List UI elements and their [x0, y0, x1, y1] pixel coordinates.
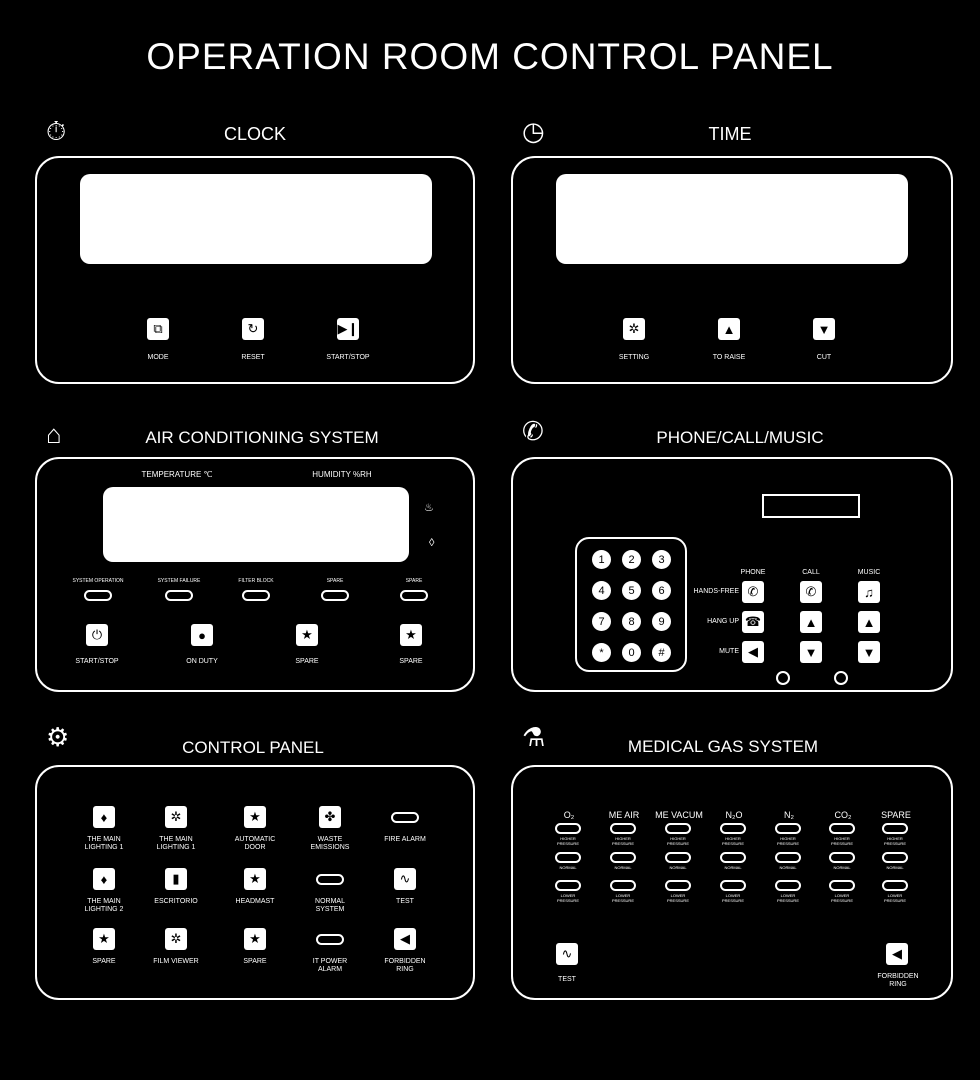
- time-title: TIME: [708, 124, 752, 144]
- stopwatch-icon: ⏱: [46, 116, 67, 146]
- phone-row-label: HANG UP: [707, 618, 739, 625]
- gas-indicator-light: [829, 880, 855, 891]
- control-button-label: SPARE: [243, 958, 267, 965]
- music-button[interactable]: [858, 581, 880, 603]
- gas-indicator-light: [720, 880, 746, 891]
- down-icon: ▼: [862, 644, 876, 660]
- clock-button-label: START/STOP: [326, 354, 370, 361]
- star-icon: ★: [249, 809, 261, 824]
- gas-indicator-label: HIGHER PRESSURE: [611, 836, 634, 846]
- control-button-12[interactable]: [244, 928, 266, 950]
- ac-display: [103, 487, 409, 562]
- mode-icon: ⧉: [153, 321, 163, 336]
- keypad: [575, 537, 687, 672]
- gas-indicator-light: [610, 880, 636, 891]
- speaker-hole: [776, 671, 790, 685]
- up-icon: ▲: [862, 614, 876, 630]
- up-button[interactable]: [858, 611, 880, 633]
- home-icon: ⌂: [46, 419, 62, 449]
- ac-indicator-label: SPARE: [405, 578, 423, 584]
- humidity-icon: ♨: [424, 502, 434, 514]
- bulb-icon: ♦: [100, 871, 108, 887]
- gas-indicator-label: NORMAL: [669, 865, 687, 870]
- down-button[interactable]: [858, 641, 880, 663]
- control-button-label: THE MAIN LIGHTING 2: [84, 898, 124, 913]
- time-button-2[interactable]: [813, 318, 835, 340]
- ac-panel: [35, 457, 475, 692]
- control-button-label: THE MAIN LIGHTING 1: [156, 836, 196, 851]
- gas-indicator-light: [775, 823, 801, 834]
- control-button-14[interactable]: [394, 928, 416, 950]
- gas-indicator-light: [665, 880, 691, 891]
- keypad-key[interactable]: 8: [622, 612, 641, 631]
- ac-button-3[interactable]: [400, 624, 422, 646]
- gas-indicator-light: [665, 823, 691, 834]
- time-button-label: SETTING: [618, 354, 650, 361]
- handsfree-phone-icon: ✆: [747, 584, 759, 599]
- control-button-label: TEST: [396, 898, 414, 905]
- time-button-label: TO RAISE: [712, 354, 746, 361]
- control-button-2[interactable]: [244, 806, 266, 828]
- clock-button-0[interactable]: [147, 318, 169, 340]
- gas-indicator-light: [555, 880, 581, 891]
- control-button-5[interactable]: [93, 868, 115, 890]
- gas-indicator-light: [720, 852, 746, 863]
- keypad-key[interactable]: 0: [622, 643, 641, 662]
- power-icon: ⏻: [91, 627, 103, 642]
- clock-panel: [35, 156, 475, 384]
- keypad-key[interactable]: 9: [652, 612, 671, 631]
- phone-column-header: PHONE: [740, 569, 766, 576]
- mute-button[interactable]: [742, 641, 764, 663]
- star-icon: ★: [405, 627, 417, 642]
- control-button-label: HEADMAST: [235, 898, 275, 905]
- phone-panel: [511, 457, 953, 692]
- clock-button-2[interactable]: [337, 318, 359, 340]
- control-button-10[interactable]: [93, 928, 115, 950]
- star-icon: ★: [249, 871, 261, 886]
- gas-indicator-light: [665, 852, 691, 863]
- control-indicator-light: [316, 934, 344, 945]
- play-pause-icon: ▶❙: [337, 321, 359, 336]
- gas-indicator-label: HIGHER PRESSURE: [830, 836, 853, 846]
- control-indicator-label: IT POWER ALARM: [312, 958, 348, 973]
- sun-icon: ✲: [170, 809, 182, 824]
- gas-indicator-label: LOWER PRESSURE: [666, 893, 689, 903]
- gas-indicator-label: HIGHER PRESSURE: [883, 836, 906, 846]
- ac-indicator-label: SYSTEM OPERATION: [72, 578, 124, 584]
- clock-title: CLOCK: [223, 124, 286, 144]
- reset-icon: ↻: [247, 321, 259, 336]
- clock-button-label: MODE: [147, 354, 169, 361]
- gas-column-header: SPARE: [881, 810, 911, 820]
- temperature-label: TEMPERATURE ℃: [141, 470, 213, 479]
- control-button-0[interactable]: [93, 806, 115, 828]
- gas-indicator-label: HIGHER PRESSURE: [666, 836, 689, 846]
- phone-display: [762, 494, 860, 518]
- ac-indicator-label: SPARE: [326, 578, 344, 584]
- ac-button-label: START/STOP: [75, 658, 119, 665]
- star-icon: ★: [98, 931, 110, 946]
- bulb-icon: ♦: [100, 809, 108, 825]
- gas-indicator-label: HIGHER PRESSURE: [776, 836, 799, 846]
- control-button-3[interactable]: [319, 806, 341, 828]
- hang-up-button[interactable]: [742, 611, 764, 633]
- keypad-key[interactable]: 3: [652, 550, 671, 569]
- gas-test-button[interactable]: ∿: [556, 943, 578, 965]
- down-icon: ▼: [804, 644, 818, 660]
- gas-column-header: CO₂: [834, 810, 852, 820]
- gas-indicator-label: LOWER PRESSURE: [776, 893, 799, 903]
- gas-indicator-label: NORMAL: [724, 865, 742, 870]
- pulse-icon: ∿: [399, 871, 411, 886]
- control-button-6[interactable]: [165, 868, 187, 890]
- time-display: [556, 174, 908, 264]
- control-button-label: SPARE: [92, 958, 116, 965]
- gas-indicator-light: [775, 880, 801, 891]
- keypad-key[interactable]: 2: [622, 550, 641, 569]
- phone-title: PHONE/CALL/MUSIC: [656, 428, 824, 447]
- droplet-icon: ◊: [429, 537, 435, 549]
- gas-indicator-label: LOWER PRESSURE: [611, 893, 634, 903]
- mute-icon: ◀: [748, 644, 758, 659]
- music-icon: ♫: [864, 584, 874, 600]
- phone-row-label: HANDS-FREE: [693, 588, 739, 595]
- gas-indicator-label: LOWER PRESSURE: [556, 893, 579, 903]
- keypad-key[interactable]: 7: [592, 612, 611, 631]
- up-button[interactable]: [800, 611, 822, 633]
- ac-button-2[interactable]: [296, 624, 318, 646]
- ac-indicator-light: [400, 590, 428, 601]
- keypad-key[interactable]: 1: [592, 550, 611, 569]
- control-indicator-label: NORMAL SYSTEM: [315, 898, 345, 913]
- gas-column-header: O₂: [563, 810, 575, 820]
- phone-column-header: CALL: [802, 569, 820, 576]
- phone-row-label: MUTE: [719, 648, 739, 655]
- gas-indicator-label: NORMAL: [614, 865, 632, 870]
- ac-indicator-light: [321, 590, 349, 601]
- gas-indicator-light: [882, 823, 908, 834]
- gas-indicator-label: NORMAL: [886, 865, 904, 870]
- gas-indicator-label: NORMAL: [833, 865, 851, 870]
- gas-title: MEDICAL GAS SYSTEM: [627, 737, 819, 756]
- flask-icon: ⚗: [522, 722, 546, 752]
- ac-indicator-label: SYSTEM FAILURE: [157, 578, 201, 584]
- sun-icon: ✲: [170, 931, 182, 946]
- gas-indicator-light: [882, 880, 908, 891]
- down-button[interactable]: [800, 641, 822, 663]
- gas-test-label: TEST: [558, 976, 576, 983]
- control-indicator-light: [316, 874, 344, 885]
- call-icon: ✆: [805, 584, 817, 599]
- time-button-1[interactable]: [718, 318, 740, 340]
- down-icon: ▼: [817, 321, 831, 337]
- desk-icon: ▮: [172, 871, 180, 886]
- ac-indicator-light: [242, 590, 270, 601]
- hang-up-icon: ☎: [744, 614, 762, 629]
- gas-column-header: ME VACUM: [655, 810, 703, 820]
- control-button-11[interactable]: [165, 928, 187, 950]
- gas-indicator-light: [829, 823, 855, 834]
- mute-icon: ◀: [400, 931, 410, 946]
- ac-button-1[interactable]: [191, 624, 213, 646]
- control-button-9[interactable]: [394, 868, 416, 890]
- gas-forbidden-ring-button[interactable]: ◀: [886, 943, 908, 965]
- person-icon: ●: [198, 627, 206, 643]
- ac-button-label: SPARE: [295, 658, 319, 665]
- keypad-key[interactable]: 5: [622, 581, 641, 600]
- ac-indicator-label: FILTER BLOCK: [238, 578, 274, 584]
- keypad-key[interactable]: 6: [652, 581, 671, 600]
- up-icon: ▲: [722, 321, 736, 337]
- keypad-key[interactable]: 4: [592, 581, 611, 600]
- time-button-0[interactable]: [623, 318, 645, 340]
- gas-indicator-light: [720, 823, 746, 834]
- time-button-label: CUT: [816, 354, 832, 361]
- ac-button-label: ON DUTY: [186, 658, 218, 665]
- control-button-label: WASTE EMISSIONS: [310, 836, 350, 851]
- gas-column-header: ME AIR: [608, 810, 640, 820]
- control-button-label: THE MAIN LIGHTING 1: [84, 836, 124, 851]
- ac-button-label: SPARE: [399, 658, 423, 665]
- gas-column-header: N₂: [784, 810, 794, 820]
- control-panel: [35, 765, 475, 1000]
- clock-button-label: RESET: [241, 354, 265, 361]
- keypad-key[interactable]: *: [592, 643, 611, 662]
- speaker-hole: [834, 671, 848, 685]
- time-panel: [511, 156, 953, 384]
- call-button[interactable]: [800, 581, 822, 603]
- gas-indicator-light: [555, 852, 581, 863]
- control-button-1[interactable]: [165, 806, 187, 828]
- gas-indicator-label: LOWER PRESSURE: [830, 893, 853, 903]
- control-indicator-label: FIRE ALARM: [384, 836, 426, 843]
- control-button-7[interactable]: [244, 868, 266, 890]
- gear-icon: ✲: [628, 321, 640, 336]
- ac-title: AIR CONDITIONING SYSTEM: [145, 428, 379, 447]
- fan-icon: ✤: [324, 809, 336, 824]
- clock-button-1[interactable]: [242, 318, 264, 340]
- humidity-label: HUMIDITY %RH: [312, 470, 372, 479]
- phone-column-header: MUSIC: [857, 569, 881, 576]
- gas-indicator-light: [610, 823, 636, 834]
- clock-display: [80, 174, 432, 264]
- star-icon: ★: [249, 931, 261, 946]
- gas-indicator-label: LOWER PRESSURE: [883, 893, 906, 903]
- clock-icon: ◷: [522, 116, 545, 146]
- gas-indicator-light: [555, 823, 581, 834]
- star-icon: ★: [301, 627, 313, 642]
- gas-indicator-label: NORMAL: [779, 865, 797, 870]
- gas-indicator-light: [610, 852, 636, 863]
- gas-indicator-label: HIGHER PRESSURE: [556, 836, 579, 846]
- control-button-label: FILM VIEWER: [153, 958, 199, 965]
- up-icon: ▲: [804, 614, 818, 630]
- ac-indicator-light: [84, 590, 112, 601]
- control-button-label: ESCRITORIO: [154, 898, 198, 905]
- gas-panel: [511, 765, 953, 1000]
- control-title: CONTROL PANEL: [182, 738, 324, 757]
- gas-column-header: N₂O: [725, 810, 743, 820]
- gas-indicator-light: [829, 852, 855, 863]
- gas-indicator-label: HIGHER PRESSURE: [721, 836, 744, 846]
- handsfree-phone-button[interactable]: [742, 581, 764, 603]
- control-button-label: AUTOMATIC DOOR: [234, 836, 276, 851]
- page-title: OPERATION ROOM CONTROL PANEL: [146, 36, 834, 77]
- control-indicator-light: [391, 812, 419, 823]
- keypad-key[interactable]: #: [652, 643, 671, 662]
- gas-indicator-light: [882, 852, 908, 863]
- gas-forbidden-label: FORBIDDEN RING: [877, 973, 919, 988]
- phone-icon: ✆: [522, 416, 544, 446]
- gas-indicator-label: NORMAL: [559, 865, 577, 870]
- control-button-label: FORBIDDEN RING: [384, 958, 426, 973]
- ac-indicator-light: [165, 590, 193, 601]
- gears-icon: ⚙: [46, 722, 70, 752]
- ac-button-0[interactable]: [86, 624, 108, 646]
- gas-indicator-light: [775, 852, 801, 863]
- gas-indicator-label: LOWER PRESSURE: [721, 893, 744, 903]
